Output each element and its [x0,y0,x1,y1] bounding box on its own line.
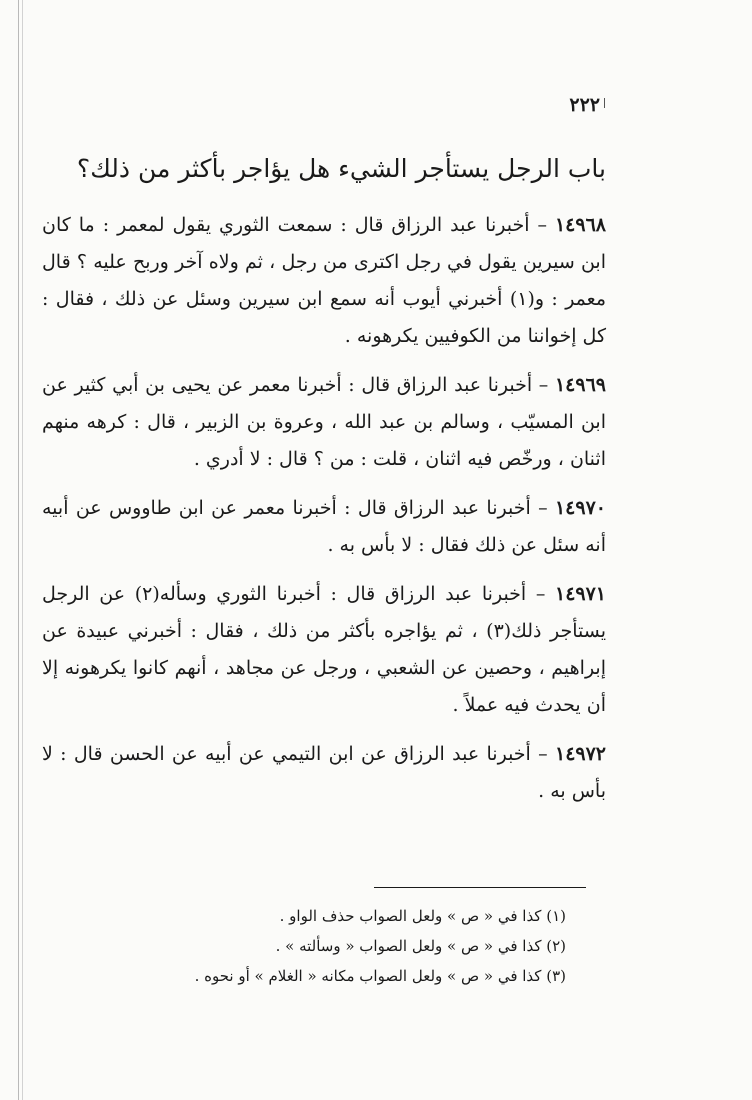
hadith-number: ١٤٩٧١ [554,583,607,605]
scan-edge-line [22,0,23,1100]
page-number: ٢٢٢ [569,94,600,116]
hadith-number: ١٤٩٧٠ [554,497,606,519]
hadith-entry [42,576,606,724]
hadith-entry [42,207,606,355]
page-number-tick [604,98,605,108]
footnote-divider [374,887,586,888]
footnote: (٢) كذا في « ص » ولعل الصواب « وسألته » . [275,937,566,955]
hadith-list [42,207,606,822]
hadith-number: ١٤٩٧٢ [554,743,607,765]
chapter-title: باب الرجل يستأجر الشيء هل يؤاجر بأكثر من ذلك؟ [76,154,606,183]
hadith-dash: – [529,214,547,236]
hadith-entry [42,367,606,478]
hadith-dash: – [532,374,549,396]
footnotes [180,901,566,991]
hadith-number: ١٤٩٦٨ [554,214,606,236]
hadith-dash: – [530,497,548,519]
scan-edge-line [18,0,19,1100]
hadith-number: ١٤٩٦٩ [554,374,606,396]
hadith-dash: – [526,583,546,605]
hadith-text: أخبرنا عبد الرزاق قال : أخبرنا معمر عن يحيى بن أبي كثير عن ابن المسيّب ، وسالم بن عبد الله ، وعروة بن الزبير ، قال : كرهه منهم اثنان ، ورخّص فيه اثنان ، قلت : من ؟ قال : لا أدري . [42,374,606,470]
hadith-text: أخبرنا عبد الرزاق قال : سمعت الثوري يقول لمعمر : ما كان ابن سيرين يقول في رجل اكترى من رجل ، ثم ولاه آخر وربح عليه ؟ قال معمر : و(١) أخبرني أيوب أنه سمع ابن سيرين وسئل عن ذلك ، فقال : كل إخواننا من الكوفيين يكرهونه . [42,214,607,347]
hadith-entry [42,736,606,810]
hadith-dash: – [530,743,548,765]
hadith-text: أخبرنا عبد الرزاق قال : أخبرنا الثوري وسأله(٢) عن الرجل يستأجر ذلك(٣) ، ثم يؤاجره بأكثر من ذلك ، فقال : أخبرني عبيدة عن إبراهيم ، وحصين عن الشعبي ، ورجل عن مجاهد ، أنهم كانوا يكرهونه إلا أن يحدث فيه عملاً . [42,583,606,716]
hadith-text: أخبرنا عبد الرزاق عن ابن التيمي عن أبيه عن الحسن قال : لا بأس به . [42,743,606,802]
footnote: (١) كذا في « ص » ولعل الصواب حذف الواو . [279,907,566,925]
hadith-text: أخبرنا عبد الرزاق قال : أخبرنا معمر عن ابن طاووس عن أبيه أنه سئل عن ذلك فقال : لا بأس به . [42,497,606,556]
hadith-entry [42,490,606,564]
footnote: (٣) كذا في « ص » ولعل الصواب مكانه « الغلام » أو نحوه . [194,967,566,985]
